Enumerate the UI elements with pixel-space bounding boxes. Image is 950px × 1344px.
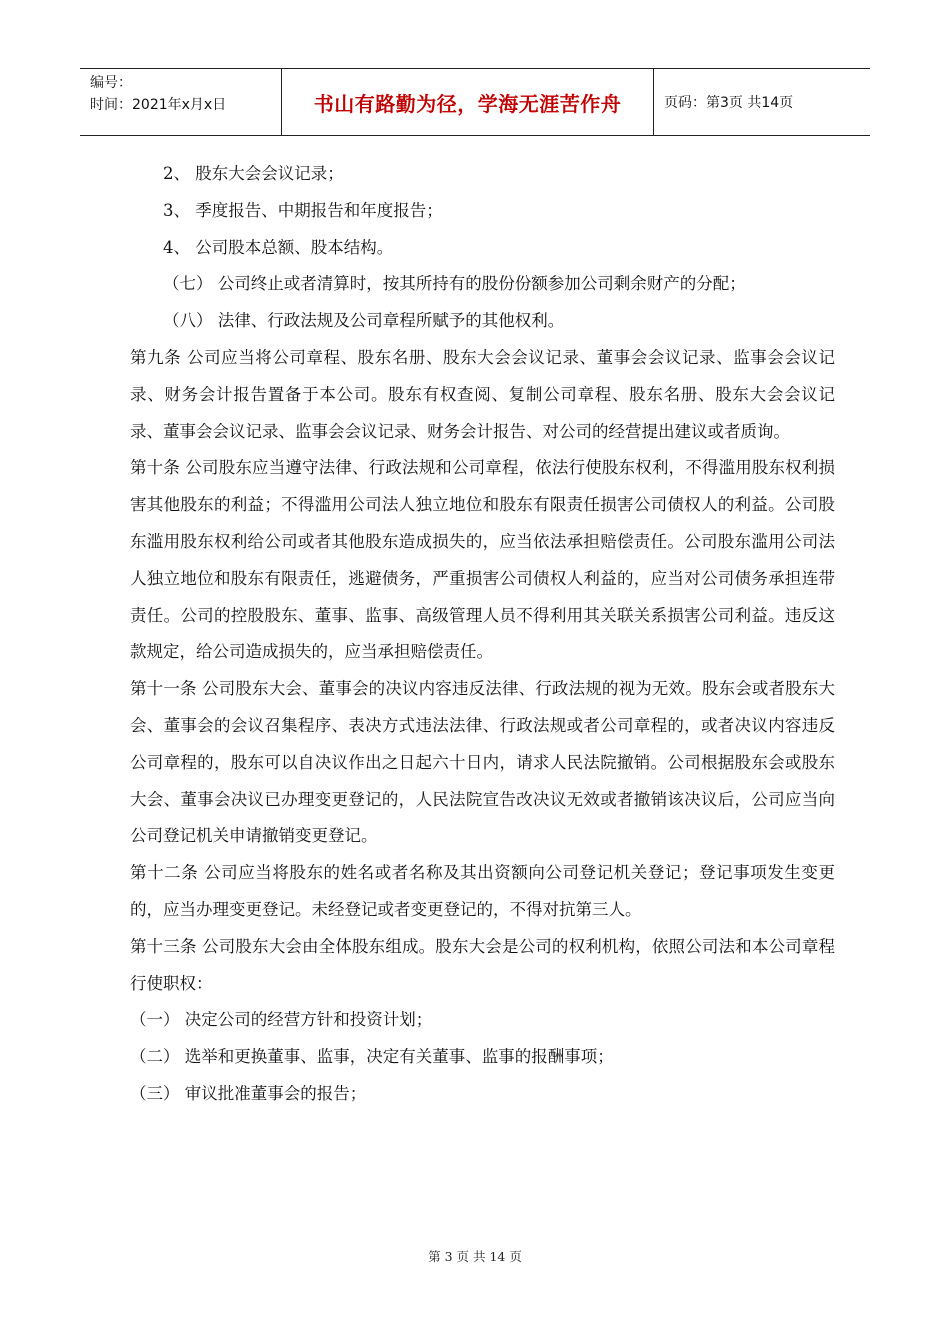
- header-meta: [80, 69, 282, 135]
- list-item: （一） 决定公司的经营方针和投资计划；: [130, 1010, 433, 1030]
- list-item: （三） 审议批准董事会的报告；: [130, 1083, 367, 1103]
- article-paragraph: 第十一条 公司股东大会、董事会的决议内容违反法律、行政法规的视为无效。股东会或者股东大会、董事会的会议召集程序、表决方式违法法律、行政法规或者公司章程的，或者决议内容违反公司章程的，股东可以自决议作出之日起六十日内，请求人民法院撤销。公司根据股东会或股东大会、董事会决议已办理变更登记的，人民法院宣告改决议无效或者撤销该决议后，公司应当向公司登记机关申请撤销变更登记。: [130, 679, 835, 846]
- serial-label: 编号：: [90, 75, 132, 91]
- list-item: （二） 选举和更换董事、监事，决定有关董事、监事的报酬事项；: [130, 1047, 614, 1067]
- time-label: 时间：2021年x月x日: [90, 97, 227, 113]
- page-footer: 第 3 页 共 14 页: [428, 1249, 522, 1264]
- article-paragraph: 第十条 公司股东应当遵守法律、行政法规和公司章程，依法行使股东权利，不得滥用股东权利损害其他股东的利益；不得滥用公司法人独立地位和股东有限责任损害公司债权人的利益。公司股东滥用股东权利给公司或者其他股东造成损失的，应当依法承担赔偿责任。公司股东滥用公司法人独立地位和股东有限责任，逃避债务，严重损害公司债权人利益的，应当对公司债务承担连带责任。公司的控股股东、董事、监事、高级管理人员不得利用其关联关系损害公司利益。违反这款规定，给公司造成损失的，应当承担赔偿责任。: [130, 458, 835, 662]
- document-body: [130, 156, 835, 1113]
- header-motto: 书山有路勤为径，学海无涯苦作舟: [282, 69, 654, 135]
- header-page-info: 页码：第3页 共14页: [664, 95, 794, 111]
- page-header: [80, 68, 870, 136]
- article-paragraph: 第九条 公司应当将公司章程、股东名册、股东大会会议记录、董事会会议记录、监事会会议记录、财务会计报告置备于本公司。股东有权查阅、复制公司章程、股东名册、股东大会会议记录、董事会会议记录、监事会会议记录、财务会计报告、对公司的经营提出建议或者质询。: [130, 347, 835, 441]
- list-item: 2、 股东大会会议记录；: [163, 164, 344, 183]
- list-item: 3、 季度报告、中期报告和年度报告；: [163, 200, 443, 220]
- article-paragraph: 第十三条 公司股东大会由全体股东组成。股东大会是公司的权利机构，依照公司法和本公司章程行使职权：: [130, 936, 835, 993]
- list-item: 4、 公司股本总额、股本结构。: [163, 237, 394, 257]
- article-paragraph: 第十二条 公司应当将股东的姓名或者名称及其出资额向公司登记机关登记；登记事项发生变更的，应当办理变更登记。未经登记或者变更登记的，不得对抗第三人。: [130, 863, 835, 919]
- list-item: （七） 公司终止或者清算时，按其所持有的股份份额参加公司剩余财产的分配；: [163, 274, 746, 294]
- list-item: （八） 法律、行政法规及公司章程所赋予的其他权利。: [163, 311, 565, 331]
